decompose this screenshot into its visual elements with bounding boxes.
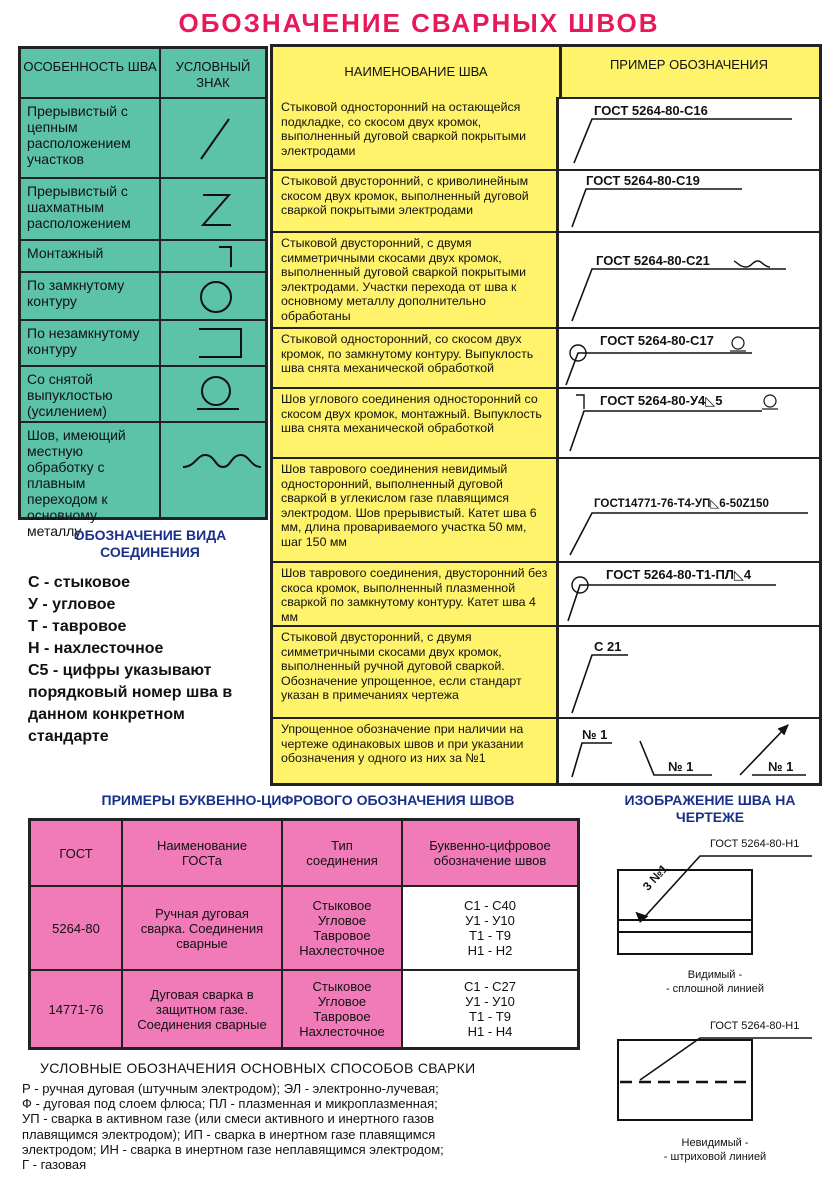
caption-line: - сплошной линией — [665, 983, 765, 995]
examples-header-gost: ГОСТ — [31, 821, 123, 887]
type-item: Угловое — [317, 994, 367, 1009]
visible-caption — [600, 968, 830, 996]
caption-line: - штриховой линией — [663, 1151, 767, 1163]
hidden-seam-code: ГОСТ 5264-80-Н1 — [710, 1020, 800, 1032]
feature-label: Монтажный — [21, 241, 161, 271]
type-item: Стыковое — [312, 979, 372, 994]
joint-code: Т — [28, 618, 38, 635]
seam-row — [273, 329, 819, 389]
feature-row — [21, 239, 265, 271]
examples-title: ПРИМЕРЫ БУКВЕННО-ЦИФРОВОГО ОБОЗНАЧЕНИЯ ШВОВ — [101, 792, 515, 808]
seam-code: № 1 — [768, 759, 794, 774]
seam-code: С 21 — [594, 639, 622, 654]
feature-label: По незамкнутому контуру — [21, 321, 161, 365]
feature-row — [21, 365, 265, 421]
seam-row — [273, 233, 819, 329]
methods-list — [22, 1081, 602, 1172]
feature-row — [21, 319, 265, 365]
z-icon — [161, 179, 265, 239]
codes-cell — [403, 887, 577, 971]
feature-row — [21, 421, 265, 539]
seam-row — [273, 389, 819, 459]
joint-types-title: ОБОЗНАЧЕНИЕ ВИДА СОЕДИНЕНИЯ — [73, 527, 227, 560]
methods-title: УСЛОВНЫЕ ОБОЗНАЧЕНИЯ ОСНОВНЫХ СПОСОБОВ СВАРКИ — [40, 1060, 476, 1076]
seam-desc: Шов таврового соединения невидимый односторонний, выполненный дуговой сваркой в углекислом газе плавящимся электродом. Шов прерывистый. Катет шва 6 мм, длина провариваемого участка 50 мм, шаг 150 мм — [273, 459, 559, 561]
type-item: Угловое — [317, 913, 367, 928]
smooth-transition-icon — [161, 423, 265, 517]
seam-row — [273, 459, 819, 563]
seam-desc: Упрощенное обозначение при наличии на чертеже одинаковых швов и при указании обозначения у одного из них за №1 — [273, 719, 559, 783]
method-line: УП - сварка в активном газе (или смеси активного и инертного газов — [22, 1111, 435, 1127]
header-sign: УСЛОВНЫЙ ЗНАК — [175, 59, 251, 90]
seam-row — [273, 563, 819, 627]
joint-type-item — [28, 660, 268, 748]
joint-types-list — [28, 572, 268, 748]
header-example: ПРИМЕР ОБОЗНАЧЕНИЯ — [609, 57, 769, 72]
seam-desc: Шов таврового соединения, двусторонний без скоса кромок, выполненный плазменной сваркой по замкнутому контуру. Катет шва 4 мм — [273, 563, 559, 625]
joint-type-item — [28, 594, 268, 616]
seam-header — [273, 47, 819, 99]
seam-code: ГОСТ 5264-80-У4◺5 — [600, 393, 723, 408]
circle-icon — [161, 273, 265, 319]
gost-cell: 14771-76 — [31, 971, 123, 1047]
code-item: Т1 - Т9 — [469, 928, 511, 943]
codes-cell — [403, 971, 577, 1047]
feature-row — [21, 97, 265, 177]
seam-table — [270, 44, 822, 786]
seam-row — [273, 719, 819, 783]
type-item: Нахлесточное — [299, 1024, 385, 1039]
gost-cell: 5264-80 — [31, 887, 123, 971]
visible-seam-icon — [600, 832, 830, 962]
visible-seam-code: ГОСТ 5264-80-Н1 — [710, 838, 800, 850]
feature-label: Прерывистый с цепным расположением участков — [21, 99, 161, 177]
method-line: электродом; ИН - сварка в инертном газе неплавящимся электродом; — [22, 1141, 444, 1157]
seam-desc: Стыковой односторонний, со скосом двух кромок, по замкнутому контуру. Выпуклость шва снята механической обработкой — [273, 329, 559, 387]
joint-code: У — [28, 596, 38, 613]
features-header — [21, 49, 265, 97]
joint-text: - цифры указывают порядковый номер шва в данном конкретном стандарте — [28, 662, 233, 745]
seam-code: ГОСТ 5264-80-С17 — [600, 333, 714, 348]
seam-row — [273, 171, 819, 233]
feature-row — [21, 271, 265, 319]
method-line: Ф - дуговая под слоем флюса; ПЛ - плазменная и микроплазменная; — [22, 1096, 438, 1112]
gost-name-cell: Дуговая сварка в защитном газе. Соединения сварные — [123, 971, 283, 1047]
seam-code: ГОСТ 5264-80-Т1-ПЛ◺4 — [606, 567, 752, 582]
joint-type-item — [28, 616, 268, 638]
gost-name-cell: Ручная дуговая сварка. Соединения сварные — [123, 887, 283, 971]
code-item: С1 - С40 — [463, 898, 517, 913]
visible-seam-drawing — [600, 832, 830, 1002]
joint-code: С — [28, 574, 40, 591]
joint-type-item — [28, 572, 268, 594]
seam-desc: Шов углового соединения односторонний со скосом двух кромок, монтажный. Выпуклость шва снята механической обработкой — [273, 389, 559, 457]
joint-text: - стыковое — [44, 574, 131, 591]
flag-icon — [161, 241, 265, 271]
joint-code: Н — [28, 640, 40, 657]
method-line: Р - ручная дуговая (штучным электродом); ЭЛ - электронно-лучевая; — [22, 1081, 439, 1096]
leader-line-icon — [562, 459, 819, 561]
feature-label: Со снятой выпуклостью (усилением) — [21, 367, 161, 421]
feature-row — [21, 177, 265, 239]
hidden-seam-icon — [600, 1016, 830, 1126]
features-table — [18, 46, 268, 539]
type-item: Тавровое — [313, 1009, 371, 1024]
examples-header-type: Тип соединения — [283, 821, 403, 887]
feature-label: По замкнутому контуру — [21, 273, 161, 319]
header-feature: ОСОБЕННОСТЬ ШВА — [21, 49, 161, 97]
types-cell — [283, 971, 403, 1047]
circle-underline-icon — [161, 367, 265, 421]
leader-line-icon — [562, 233, 819, 327]
seam-desc: Стыковой двусторонний, с двумя симметричными скосами двух кромок, выполненный дуговой сваркой покрытыми электродами. Участки перехода от шва к основному металлу дополнительно обработаны — [273, 233, 559, 327]
open-contour-icon — [161, 321, 265, 365]
code-item: Н1 - Н4 — [467, 1024, 513, 1039]
seam-code: ГОСТ 5264-80-С21 — [596, 253, 710, 268]
seam-code: ГОСТ 5264-80-С16 — [594, 103, 708, 118]
types-cell — [283, 887, 403, 971]
seam-row — [273, 627, 819, 719]
joint-text: - тавровое — [42, 618, 127, 635]
code-item: Т1 - Т9 — [469, 1009, 511, 1024]
caption-line: Невидимый - — [681, 1137, 749, 1149]
method-line: плавящимся электродом); ИП - сварка в инертном газе плавящимся — [22, 1126, 436, 1142]
examples-header-name: Наименование ГОСТа — [123, 821, 283, 887]
seam-desc: Стыковой двусторонний, с криволинейным скосом двух кромок, выполненный дуговой сваркой покрытыми электродами — [273, 171, 559, 231]
examples-table — [28, 818, 580, 1050]
feature-label: Шов, имеющий местную обработку с плавным переходом к основному металлу — [21, 423, 161, 517]
seam-desc: Стыковой односторонний на остающейся подкладке, со скосом двух кромок, выполненный дуговой сваркой покрытыми электродами — [273, 97, 559, 169]
hidden-caption — [600, 1136, 830, 1164]
joint-text: - нахлесточное — [44, 640, 164, 657]
code-item: У1 - У10 — [465, 913, 515, 928]
joint-text: - угловое — [42, 596, 116, 613]
code-item: Н1 - Н2 — [467, 943, 513, 958]
page-title: ОБОЗНАЧЕНИЕ СВАРНЫХ ШВОВ — [178, 8, 660, 38]
slash-icon — [161, 99, 265, 177]
seam-row — [273, 97, 819, 171]
seam-code: ГОСТ14771-76-Т4-УП◺6-50Z150 — [594, 497, 769, 510]
hidden-seam-drawing — [600, 1016, 830, 1166]
feature-label: Прерывистый с шахматным расположением — [21, 179, 161, 239]
type-item: Стыковое — [312, 898, 372, 913]
seam-code: № 1 — [582, 727, 608, 742]
seam-code: ГОСТ 5264-80-С19 — [586, 173, 700, 188]
method-line: Г - газовая — [22, 1157, 87, 1173]
type-item: Тавровое — [313, 928, 371, 943]
joint-code: С5 — [28, 662, 49, 679]
drawing-title: ИЗОБРАЖЕНИЕ ШВА НА ЧЕРТЕЖЕ — [624, 792, 796, 825]
code-item: С1 - С27 — [463, 979, 517, 994]
examples-header-codes: Буквенно-цифровое обозначение швов — [403, 821, 577, 887]
code-item: У1 - У10 — [465, 994, 515, 1009]
seam-desc: Стыковой двусторонний, с двумя симметричными скосами двух кромок, выполненный ручной дуговой сваркой. Обозначение упрощенное, если стандарт указан в примечаниях чертежа — [273, 627, 559, 717]
visible-seam-mark: 3 №1 — [640, 861, 671, 894]
caption-line: Видимый - — [687, 969, 743, 981]
seam-code: № 1 — [668, 759, 694, 774]
type-item: Нахлесточное — [299, 943, 385, 958]
header-seam-name: НАИМЕНОВАНИЕ ШВА — [273, 47, 562, 97]
joint-type-item — [28, 638, 268, 660]
